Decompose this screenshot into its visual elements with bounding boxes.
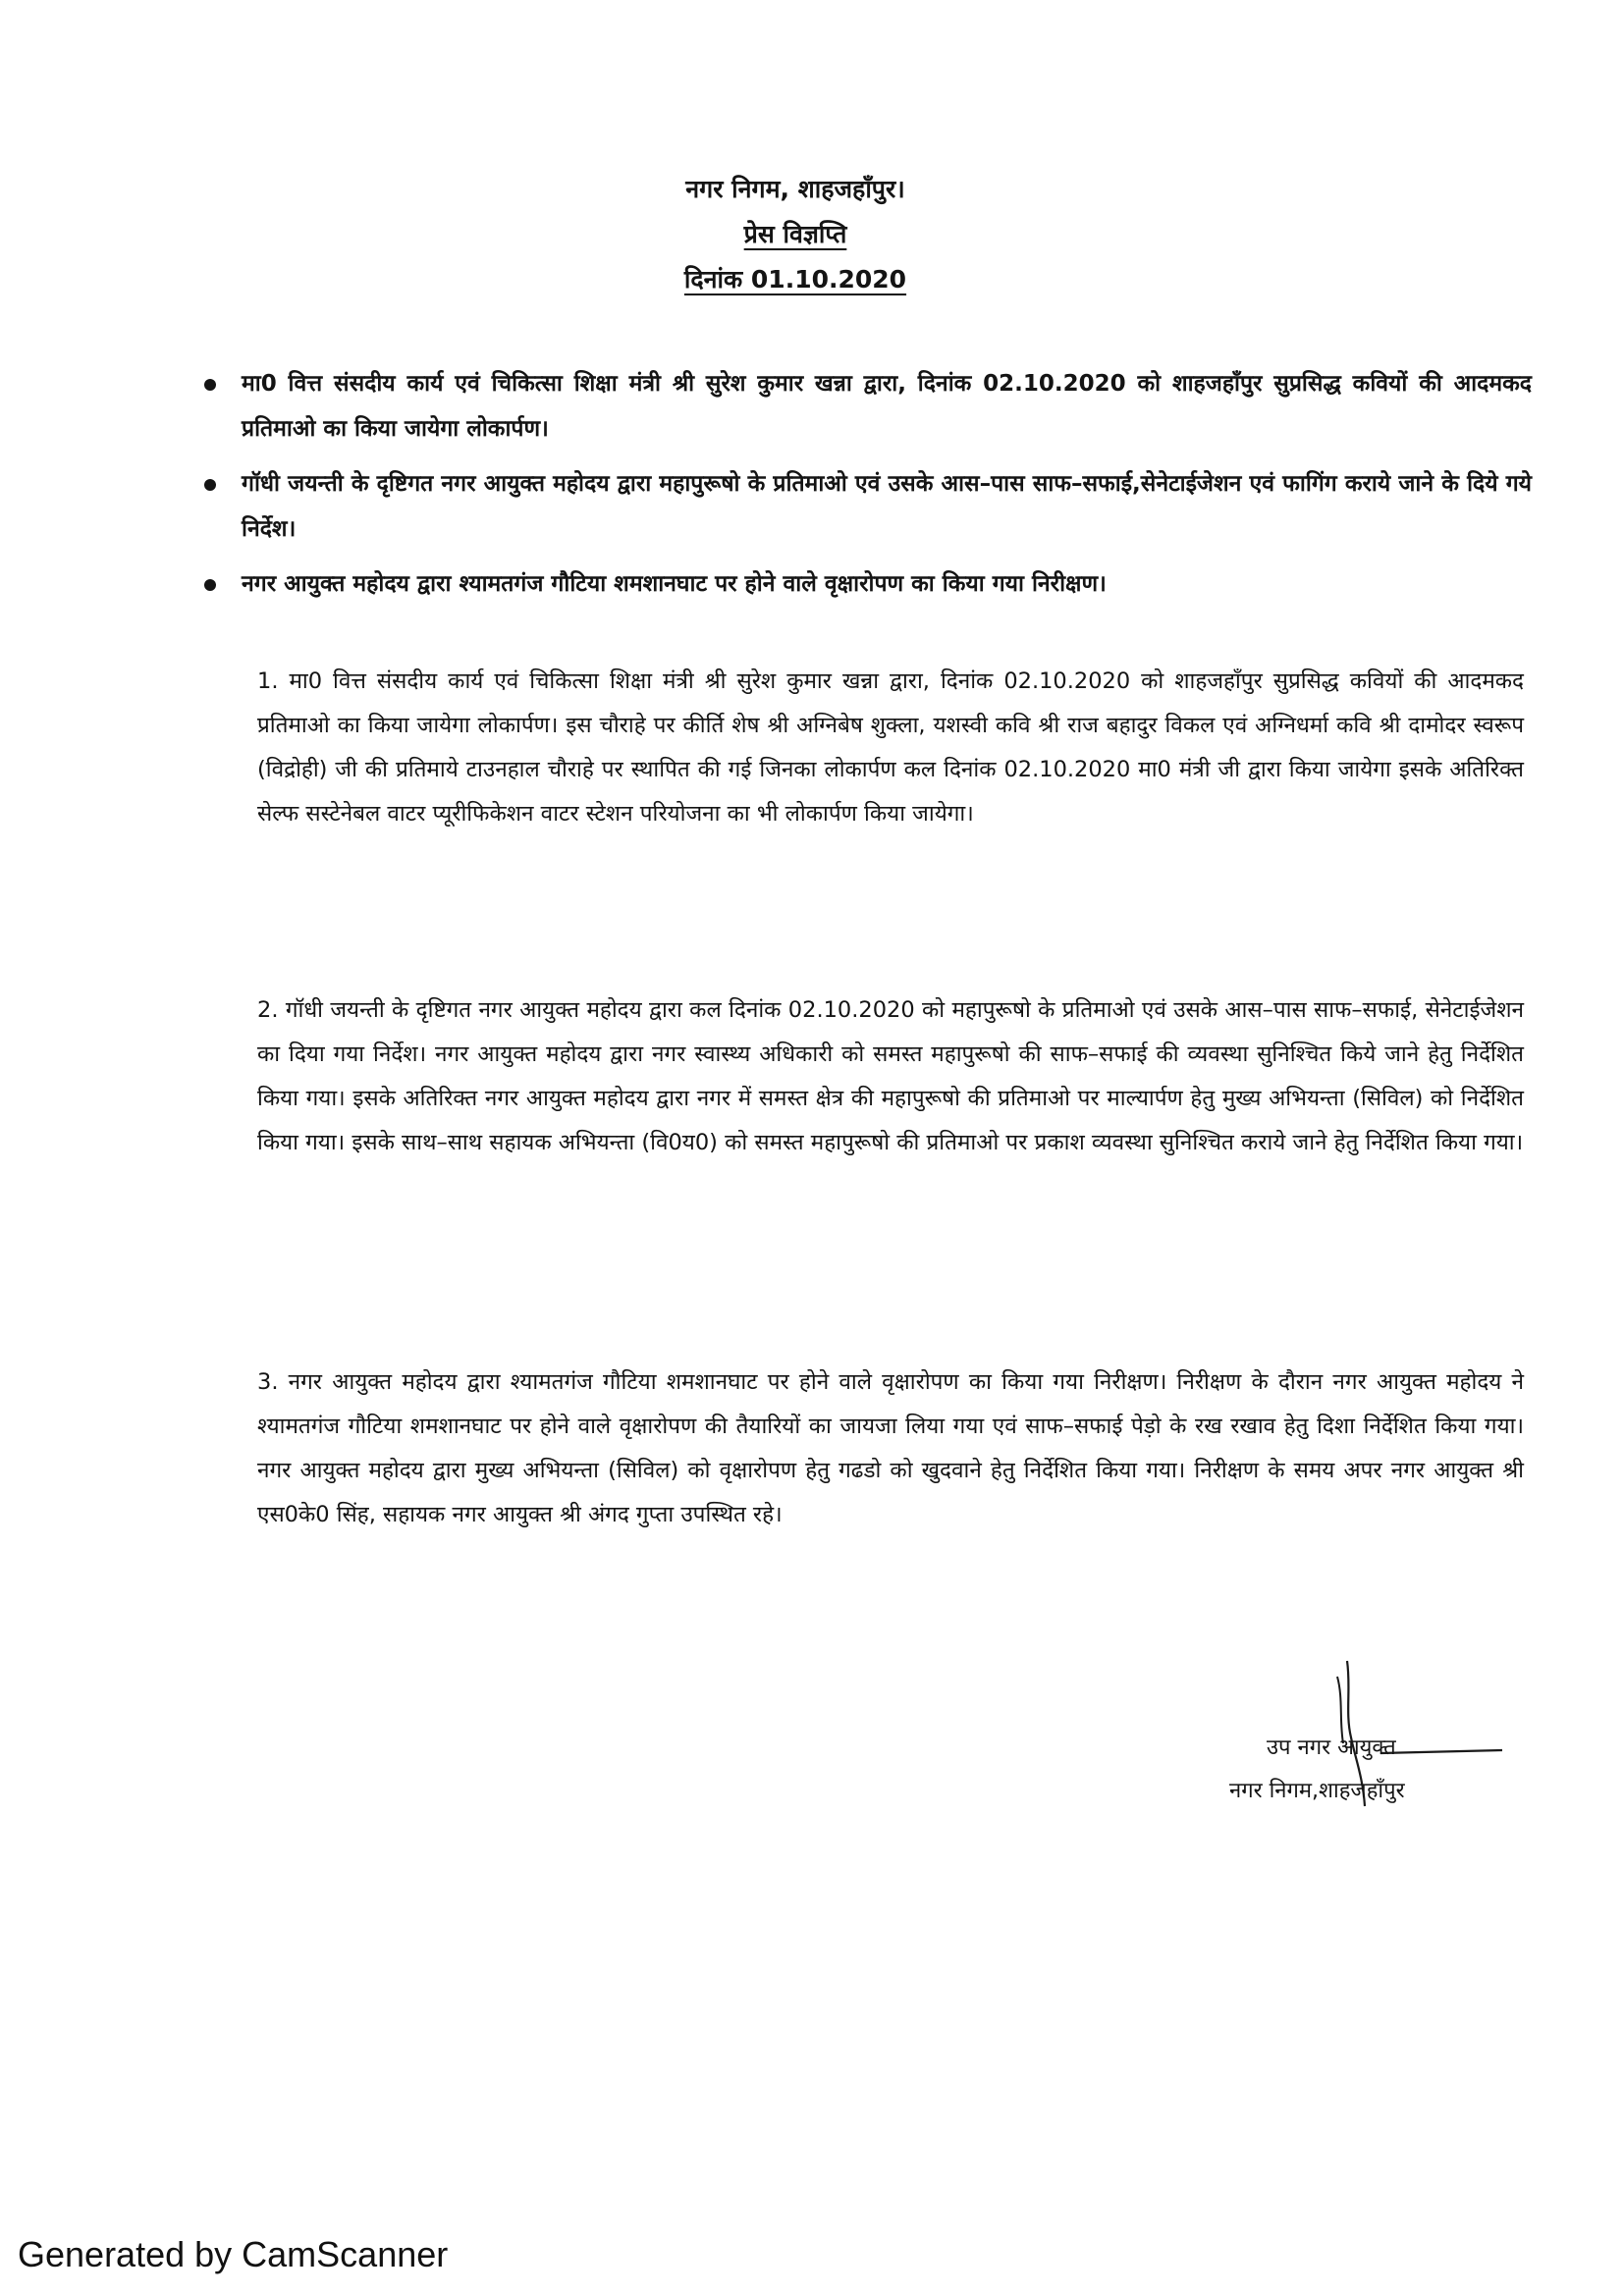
paragraph-2: 2. गॉधी जयन्ती के दृष्टिगत नगर आयुक्त महोदय द्वारा कल दिनांक 02.10.2020 को महापुरूषो के प्रतिमाओ एवं उसके आस–पास साफ–सफाई, सेनेटाईजेशन का दिया गया निर्देश। नगर आयुक्त महोदय द्वारा नगर स्वास्थ्य अधिकारी को समस्त महापुरूषो की साफ–सफाई की व्यवस्था सुनिश्चित किये जाने हेतु निर्देशित किया गया। इसके अतिरिक्त नगर आयुक्त महोदय द्वारा नगर में समस्त क्षेत्र की महापुरूषो की प्रतिमाओ पर माल्यार्पण हेतु मुख्य अभियन्ता (सिविल) को निर्देशित किया गया। इसके साथ–साथ सहायक अभियन्ता (वि0य0) को समस्त महापुरूषो की प्रतिमाओ पर प्रकाश व्यवस्था सुनिश्चित कराये जाने हेतु निर्देशित किया गया। — [257, 997, 1524, 1155]
highlight-text: गॉधी जयन्ती के दृष्टिगत नगर आयुक्त महोदय द्वारा महापुरूषो के प्रतिमाओ एवं उसके आस–पास साफ–सफाई,सेनेटाईजेशन एवं फागिंग कराये जाने के दिये गये निर्देश। — [242, 471, 1532, 542]
highlight-item — [196, 461, 1532, 552]
document-title: प्रेस विज्ञप्ति — [743, 220, 847, 248]
office-name: नगर निगम, शाहजहाँपुर। — [685, 175, 905, 203]
bullet-icon — [204, 479, 216, 491]
signature-block — [1208, 1659, 1561, 1816]
highlight-item — [196, 561, 1532, 607]
document-date: दिनांक 01.10.2020 — [683, 265, 907, 294]
highlight-text: मा0 वित्त संसदीय कार्य एवं चिकित्सा शिक्षा मंत्री श्री सुरेश कुमार खन्ना द्वारा, दिनांक 02.10.2020 को शाहजहाँपुर सुप्रसिद्ध कवियों की आदमकद प्रतिमाओ का किया जायेगा लोकार्पण। — [242, 371, 1532, 442]
highlights-list — [196, 361, 1532, 616]
scanner-watermark: Generated by CamScanner — [18, 2234, 449, 2274]
bullet-icon — [204, 379, 216, 391]
paragraph-1: 1. मा0 वित्त संसदीय कार्य एवं चिकित्सा शिक्षा मंत्री श्री सुरेश कुमार खन्ना द्वारा, दिनांक 02.10.2020 को शाहजहाँपुर सुप्रसिद्ध कवियों की आदमकद प्रतिमाओ का किया जायेगा लोकार्पण। इस चौराहे पर कीर्ति शेष श्री अग्निबेष शुक्ला, यशस्वी कवि श्री राज बहादुर विकल एवं अग्निधर्मा कवि श्री दामोदर स्वरूप (विद्रोही) जी की प्रतिमाये टाउनहाल चौराहे पर स्थापित की गई जिनका लोकार्पण कल दिनांक 02.10.2020 मा0 मंत्री जी द्वारा किया जायेगा इसके अतिरिक्त सेल्फ सस्टेनेबल वाटर प्यूरीफिकेशन वाटर स्टेशन परियोजना का भी लोकार्पण किया जायेगा। — [257, 668, 1524, 827]
highlight-item — [196, 361, 1532, 452]
highlight-text: नगर आयुक्त महोदय द्वारा श्यामतगंज गौटिया शमशानघाट पर होने वाले वृक्षारोपण का किया गया निरीक्षण। — [242, 571, 1107, 597]
letter-header — [628, 167, 962, 302]
bullet-icon — [204, 579, 216, 591]
paragraph-3: 3. नगर आयुक्त महोदय द्वारा श्यामतगंज गौटिया शमशानघाट पर होने वाले वृक्षारोपण का किया गया निरीक्षण। निरीक्षण के दौरान नगर आयुक्त महोदय ने श्यामतगंज गौटिया शमशानघाट पर होने वाले वृक्षारोपण की तैयारियों का जायजा लिया गया एवं साफ–सफाई पेड़ो के रख रखाव हेतु दिशा निर्देशित किया गया। नगर आयुक्त महोदय द्वारा मुख्य अभियन्ता (सिविल) को वृक्षारोपण हेतु गढडो को खुदवाने हेतु निर्देशित किया गया। निरीक्षण के समय अपर नगर आयुक्त श्री एस0के0 सिंह, सहायक नगर आयुक्त श्री अंगद गुप्ता उपस्थित रहे। — [257, 1369, 1524, 1527]
signatory-designation: उप नगर आयुक्त — [1267, 1735, 1396, 1760]
signatory-office: नगर निगम,शाहजहाँपुर — [1229, 1779, 1405, 1803]
